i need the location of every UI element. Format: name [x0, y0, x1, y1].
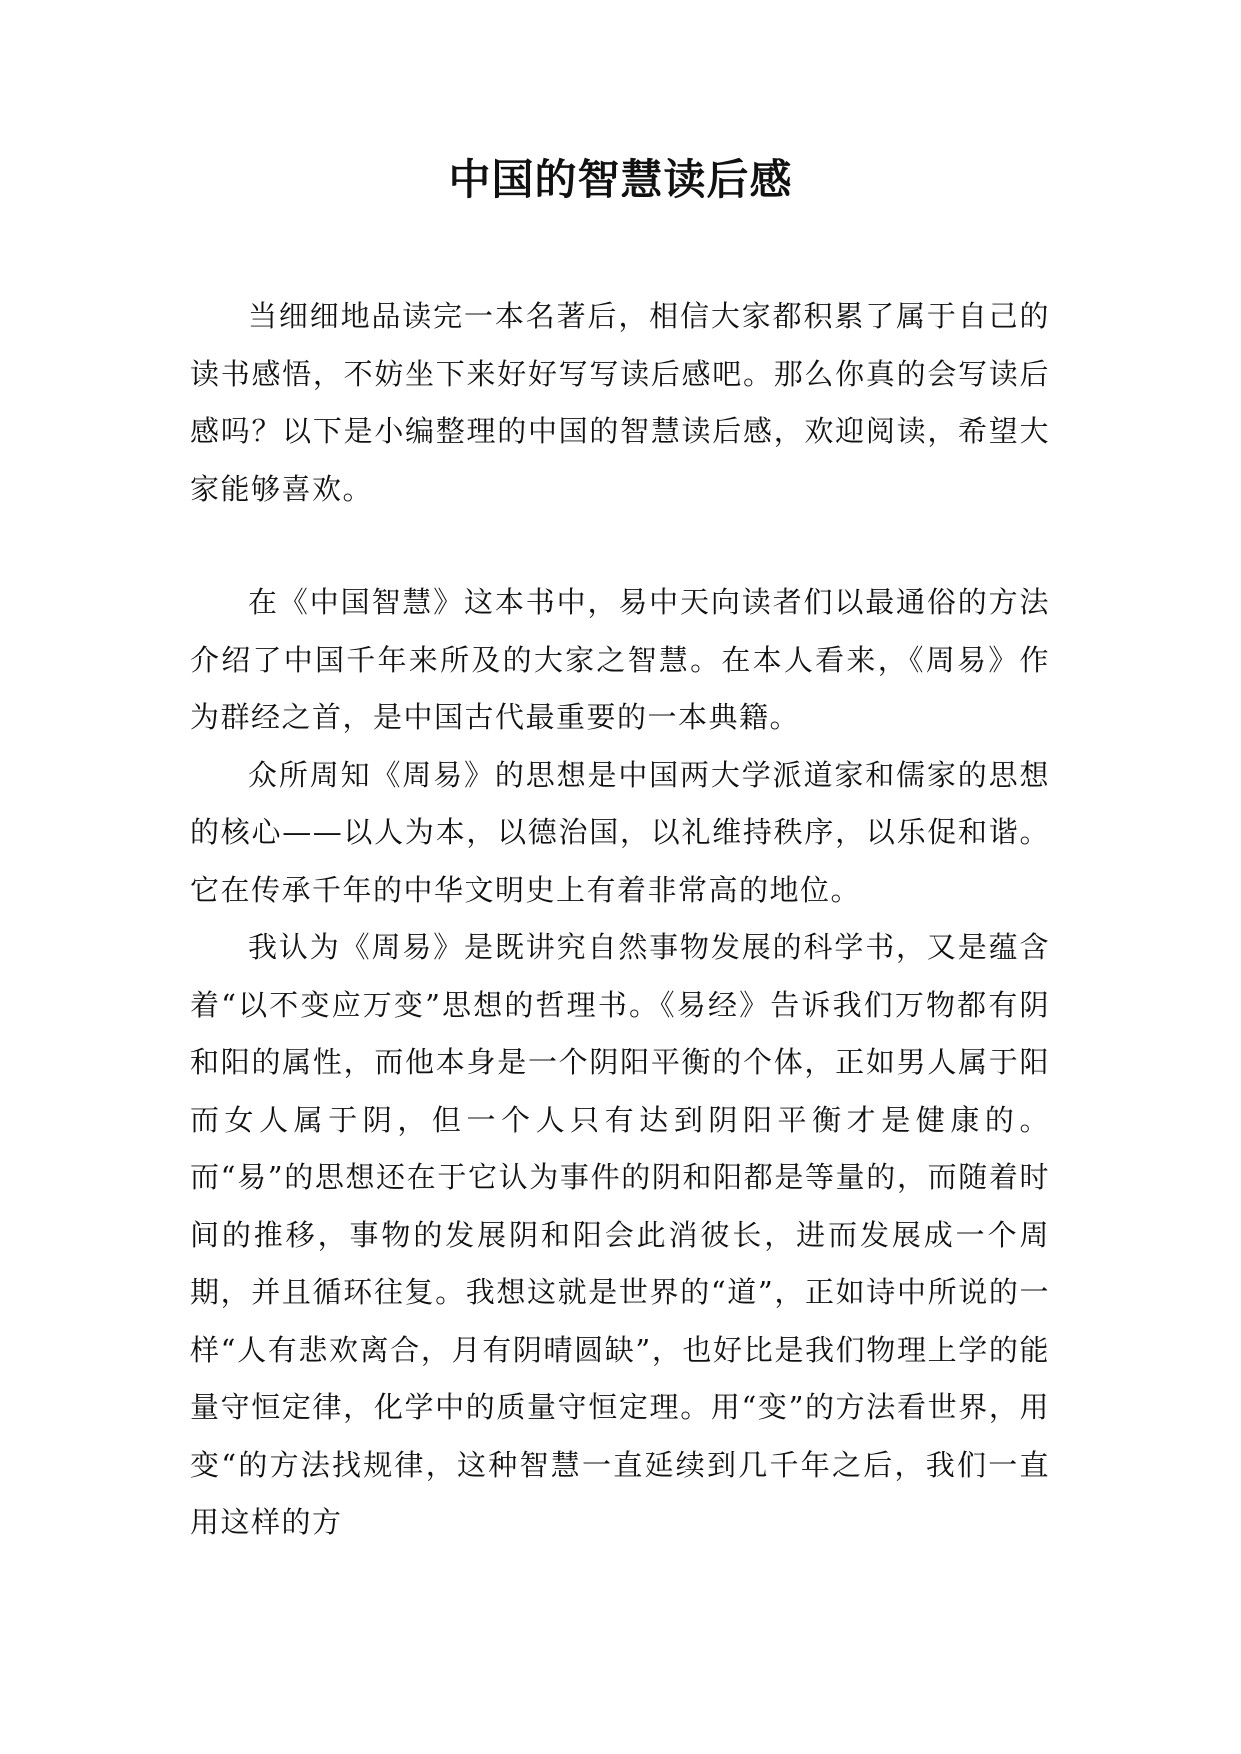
body-paragraph-1: 在《中国智慧》这本书中，易中天向读者们以最通俗的方法介绍了中国千年来所及的大家之智慧。在本人看来，《周易》作为群经之首，是中国古代最重要的一本典籍。 [190, 585, 1050, 734]
body-paragraph-2: 众所周知《周易》的思想是中国两大学派道家和儒家的思想的核心——以人为本，以德治国，以礼维持秩序，以乐促和谐。它在传承千年的中华文明史上有着非常高的地位。 [190, 757, 1050, 907]
document-body [190, 288, 1050, 1552]
body-paragraph-3: 我认为《周易》是既讲究自然事物发展的科学书，又是蕴含着“以不变应万变”思想的哲理书。《易经》告诉我们万物都有阴和阳的属性，而他本身是一个阴阳平衡的个体，正如男人属于阳而女人属于阴，但一个人只有达到阴阳平衡才是健康的。而“易”的思想还在于它认为事件的阴和阳都是等量的，而随着时间的推移，事物的发展阴和阳会此消彼长，进而发展成一个周期，并且循环往复。我想这就是世界的“道”，正如诗中所说的一样“人有悲欢离合，月有阴晴圆缺”，也好比是我们物理上学的能量守恒定律，化学中的质量守恒定理。用“变”的方法看世界，用变“的方法找规律，这种智慧一直延续到几千年之后，我们一直用这样的方 [190, 930, 1050, 1539]
intro-paragraph: 当细细地品读完一本名著后，相信大家都积累了属于自己的读书感悟，不妨坐下来好好写写读后感吧。那么你真的会写读后感吗？以下是小编整理的中国的智慧读后感，欢迎阅读，希望大家能够喜欢。 [190, 299, 1050, 506]
document-title: 中国的智慧读后感 [448, 155, 793, 204]
